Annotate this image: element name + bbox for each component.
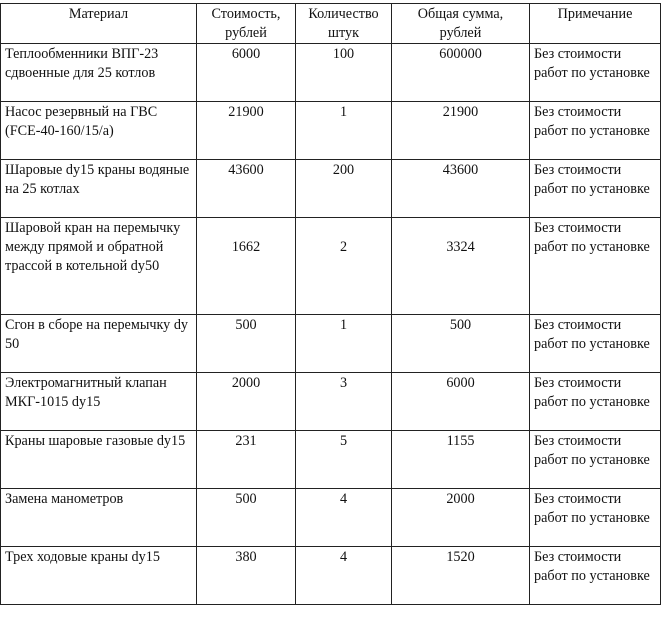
cell-material: Замена манометров	[1, 489, 197, 547]
cell-total: 43600	[392, 160, 530, 218]
cell-price: 231	[197, 431, 296, 489]
cell-total: 3324	[392, 218, 530, 315]
header-note: Примечание	[530, 4, 661, 44]
cell-total: 1520	[392, 547, 530, 605]
table-row	[1, 44, 661, 102]
cell-price: 1662	[197, 218, 296, 315]
table-row	[1, 431, 661, 489]
cell-price: 2000	[197, 373, 296, 431]
cell-total: 1155	[392, 431, 530, 489]
materials-table	[0, 3, 661, 605]
cell-material: Трех ходовые краны dy15	[1, 547, 197, 605]
header-total: Общая сумма, рублей	[392, 4, 530, 44]
cell-note: Без стоимости работ по установке	[530, 489, 661, 547]
cell-quantity: 100	[296, 44, 392, 102]
table-row	[1, 160, 661, 218]
cell-quantity: 3	[296, 373, 392, 431]
cell-note: Без стоимости работ по установке	[530, 315, 661, 373]
cell-material: Шаровые dy15 краны водяные на 25 котлах	[1, 160, 197, 218]
cell-material: Насос резервный на ГВС (FCE-40-160/15/а)	[1, 102, 197, 160]
cell-note: Без стоимости работ по установке	[530, 218, 661, 315]
cell-quantity: 200	[296, 160, 392, 218]
cell-total: 2000	[392, 489, 530, 547]
cell-material: Электромагнитный клапан МКГ-1015 dy15	[1, 373, 197, 431]
table-row	[1, 315, 661, 373]
cell-material: Краны шаровые газовые dy15	[1, 431, 197, 489]
cell-note: Без стоимости работ по установке	[530, 160, 661, 218]
cell-price: 43600	[197, 160, 296, 218]
cell-quantity: 5	[296, 431, 392, 489]
cell-material: Шаровой кран на перемычку между прямой и обратной трассой в котельной dy50	[1, 218, 197, 315]
table-row	[1, 547, 661, 605]
table-row	[1, 373, 661, 431]
cell-quantity: 1	[296, 102, 392, 160]
cell-material: Сгон в сборе на перемычку dy 50	[1, 315, 197, 373]
cell-total: 6000	[392, 373, 530, 431]
cell-total: 21900	[392, 102, 530, 160]
cell-quantity: 2	[296, 218, 392, 315]
document-page	[0, 3, 667, 605]
cell-price: 21900	[197, 102, 296, 160]
cell-price: 380	[197, 547, 296, 605]
header-material: Материал	[1, 4, 197, 44]
cell-price: 6000	[197, 44, 296, 102]
cell-quantity: 4	[296, 489, 392, 547]
cell-note: Без стоимости работ по установке	[530, 373, 661, 431]
table-row	[1, 218, 661, 315]
cell-total: 600000	[392, 44, 530, 102]
cell-quantity: 1	[296, 315, 392, 373]
cell-note: Без стоимости работ по установке	[530, 431, 661, 489]
table-header-row	[1, 4, 661, 44]
cell-total: 500	[392, 315, 530, 373]
header-quantity: Количество штук	[296, 4, 392, 44]
cell-quantity: 4	[296, 547, 392, 605]
cell-note: Без стоимости работ по установке	[530, 44, 661, 102]
cell-price: 500	[197, 489, 296, 547]
cell-note: Без стоимости работ по установке	[530, 102, 661, 160]
cell-note: Без стоимости работ по установке	[530, 547, 661, 605]
cell-price: 500	[197, 315, 296, 373]
cell-material: Теплообменники ВПГ-23 сдвоенные для 25 котлов	[1, 44, 197, 102]
table-row	[1, 102, 661, 160]
table-row	[1, 489, 661, 547]
header-price: Стоимость, рублей	[197, 4, 296, 44]
